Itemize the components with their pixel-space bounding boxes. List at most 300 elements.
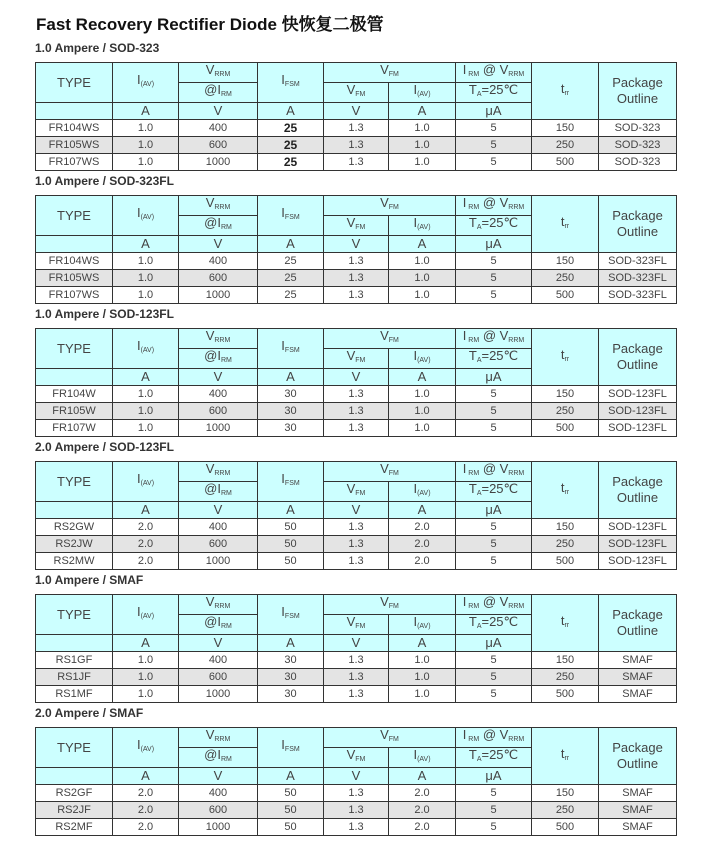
header-vrrm xyxy=(179,196,258,216)
header-vrrm xyxy=(179,728,258,748)
unit-cell: V xyxy=(179,635,258,652)
header-irm xyxy=(456,63,532,83)
table-cell: 1.0 xyxy=(113,386,179,403)
text: V xyxy=(205,727,215,742)
unit-cell: A xyxy=(113,236,179,253)
text: I xyxy=(281,72,285,87)
subscript: rr xyxy=(564,754,570,762)
table-cell: 1.3 xyxy=(324,519,389,536)
table-cell: 5 xyxy=(456,785,532,802)
header-type: TYPE xyxy=(36,462,113,502)
subscript: FSM xyxy=(284,480,300,487)
subscript: FM xyxy=(388,736,399,743)
subscript: A xyxy=(476,91,482,98)
subscript: FM xyxy=(388,603,399,610)
subscript: rr xyxy=(564,355,570,363)
subscript: FSM xyxy=(284,347,300,354)
table-cell: 25 xyxy=(258,270,324,287)
table-row xyxy=(36,403,677,420)
text: @ V xyxy=(479,461,509,476)
subscript: FM xyxy=(388,337,399,344)
header-vfm xyxy=(324,349,389,369)
table-cell: RS1JF xyxy=(36,669,113,686)
text: V xyxy=(346,481,356,496)
text: I xyxy=(462,195,467,210)
header-row xyxy=(36,329,677,349)
text: t xyxy=(560,213,565,229)
header-irm xyxy=(456,329,532,349)
table-cell: 5 xyxy=(456,686,532,703)
table-cell: 600 xyxy=(179,403,258,420)
table-cell: 400 xyxy=(179,253,258,270)
unit-cell: A xyxy=(113,369,179,386)
table-cell: FR105WS xyxy=(36,137,113,154)
table-cell: 5 xyxy=(456,253,532,270)
table-section xyxy=(35,41,676,171)
text: V xyxy=(380,328,389,343)
subscript: FM xyxy=(388,204,399,211)
table-cell: 2.0 xyxy=(389,536,456,553)
header-vrrm xyxy=(179,462,258,482)
header-vfm-group xyxy=(324,63,456,83)
text: I xyxy=(413,481,418,496)
table-cell: 2.0 xyxy=(389,819,456,836)
unit-cell: A xyxy=(389,635,456,652)
section-title: 1.0 Ampere / SOD-323 xyxy=(35,41,160,55)
header-iav xyxy=(113,329,179,369)
unit-cell: A xyxy=(113,103,179,120)
table-cell: 25 xyxy=(258,154,324,171)
header-at-irm xyxy=(179,748,258,768)
table-cell: 2.0 xyxy=(389,553,456,570)
subscript: FM xyxy=(355,623,366,630)
text: V xyxy=(205,328,215,343)
spec-table xyxy=(35,727,677,836)
header-type-blank xyxy=(36,369,113,386)
text: =25℃ xyxy=(481,747,519,762)
unit-cell: A xyxy=(113,502,179,519)
subscript: (AV) xyxy=(140,81,155,88)
table-cell: 2.0 xyxy=(113,519,179,536)
table-cell: 30 xyxy=(258,652,324,669)
text: t xyxy=(560,745,565,761)
subscript: A xyxy=(476,224,482,231)
unit-cell: V xyxy=(324,635,389,652)
header-ta xyxy=(456,615,532,635)
subscript: RM xyxy=(466,204,480,211)
text: I xyxy=(462,594,467,609)
text: t xyxy=(560,612,565,628)
spec-table xyxy=(35,594,677,703)
subscript: A xyxy=(476,490,482,497)
unit-cell: V xyxy=(324,502,389,519)
table-cell: 1.0 xyxy=(113,652,179,669)
table-cell: RS2MW xyxy=(36,553,113,570)
table-cell: FR105W xyxy=(36,403,113,420)
header-iav xyxy=(113,462,179,502)
table-cell: 250 xyxy=(532,669,599,686)
header-vfm-group xyxy=(324,329,456,349)
header-vfm xyxy=(324,482,389,502)
table-cell: 5 xyxy=(456,519,532,536)
subscript: RM xyxy=(466,71,480,78)
subscript: (AV) xyxy=(140,347,155,354)
table-cell: 1.0 xyxy=(389,652,456,669)
unit-cell: A xyxy=(258,768,324,785)
subscript: (AV) xyxy=(140,214,155,221)
header-vfm-iav xyxy=(389,216,456,236)
table-cell: 1.0 xyxy=(389,386,456,403)
header-vfm-group xyxy=(324,196,456,216)
table-row xyxy=(36,420,677,437)
header-ifsm xyxy=(258,329,324,369)
table-cell: 2.0 xyxy=(389,519,456,536)
subscript: RRM xyxy=(508,204,525,211)
table-cell: 30 xyxy=(258,686,324,703)
header-iav xyxy=(113,63,179,103)
unit-cell: μA xyxy=(456,635,532,652)
header-vfm-iav xyxy=(389,615,456,635)
subscript: FSM xyxy=(284,746,300,753)
table-cell: SOD-123FL xyxy=(599,519,677,536)
subscript: RRM xyxy=(214,736,231,743)
text: =25℃ xyxy=(481,82,519,97)
table-cell: 50 xyxy=(258,819,324,836)
table-cell: 1.0 xyxy=(389,686,456,703)
text: =25℃ xyxy=(481,614,519,629)
spec-table xyxy=(35,195,677,304)
text: I xyxy=(281,205,285,220)
table-cell: FR107WS xyxy=(36,287,113,304)
text: t xyxy=(560,80,565,96)
table-cell: 25 xyxy=(258,120,324,137)
header-irm xyxy=(456,728,532,748)
table-cell: 600 xyxy=(179,802,258,819)
subscript: FSM xyxy=(284,81,300,88)
subscript: (AV) xyxy=(140,480,155,487)
text: V xyxy=(205,195,215,210)
header-vfm-group xyxy=(324,462,456,482)
table-cell: 1.0 xyxy=(389,253,456,270)
unit-cell: A xyxy=(389,502,456,519)
text: I xyxy=(281,604,285,619)
subscript: RRM xyxy=(214,71,231,78)
table-cell: SMAF xyxy=(599,819,677,836)
table-cell: 2.0 xyxy=(113,553,179,570)
text: I xyxy=(136,471,141,486)
table-cell: 5 xyxy=(456,553,532,570)
table-cell: FR104W xyxy=(36,386,113,403)
text: I xyxy=(281,737,285,752)
table-cell: 25 xyxy=(258,137,324,154)
table-cell: 5 xyxy=(456,536,532,553)
table-cell: 1.0 xyxy=(389,420,456,437)
table-cell: 1000 xyxy=(179,686,258,703)
table-cell: 250 xyxy=(532,137,599,154)
table-cell: 5 xyxy=(456,420,532,437)
table-cell: 1.3 xyxy=(324,802,389,819)
table-section xyxy=(35,307,676,437)
text: @I xyxy=(204,481,221,496)
table-cell: FR105WS xyxy=(36,270,113,287)
page-title: Fast Recovery Rectifier Diode 快恢复二极管 xyxy=(36,15,384,34)
table-cell: FR104WS xyxy=(36,120,113,137)
table-cell: 600 xyxy=(179,669,258,686)
subscript: FM xyxy=(355,756,366,763)
header-vfm-iav xyxy=(389,349,456,369)
text: I xyxy=(462,328,467,343)
table-cell: 1.3 xyxy=(324,120,389,137)
table-cell: 5 xyxy=(456,287,532,304)
table-cell: 600 xyxy=(179,270,258,287)
text: T xyxy=(468,481,477,496)
text: V xyxy=(346,82,356,97)
table-cell: 1.3 xyxy=(324,652,389,669)
table-cell: FR107W xyxy=(36,420,113,437)
text: I xyxy=(462,62,467,77)
unit-cell: μA xyxy=(456,768,532,785)
header-trr xyxy=(532,462,599,519)
unit-cell: A xyxy=(113,635,179,652)
subscript: FM xyxy=(355,224,366,231)
table-row xyxy=(36,686,677,703)
header-vfm-iav xyxy=(389,83,456,103)
unit-cell: A xyxy=(389,103,456,120)
text: T xyxy=(468,82,477,97)
table-cell: 1.0 xyxy=(389,403,456,420)
table-cell: 30 xyxy=(258,669,324,686)
text: T xyxy=(468,747,477,762)
text: =25℃ xyxy=(481,348,519,363)
text: @ V xyxy=(479,328,509,343)
table-cell: 5 xyxy=(456,802,532,819)
header-vrrm xyxy=(179,329,258,349)
header-ifsm xyxy=(258,63,324,103)
table-cell: 1.3 xyxy=(324,270,389,287)
table-cell: 1.0 xyxy=(389,120,456,137)
unit-cell: V xyxy=(179,103,258,120)
unit-cell: μA xyxy=(456,369,532,386)
text: @I xyxy=(204,215,221,230)
subscript: RRM xyxy=(508,71,525,78)
header-package: Package Outline xyxy=(599,595,677,652)
header-row xyxy=(36,196,677,216)
header-row xyxy=(36,728,677,748)
table-cell: SOD-123FL xyxy=(599,420,677,437)
table-cell: 1.3 xyxy=(324,536,389,553)
table-row xyxy=(36,137,677,154)
table-cell: 25 xyxy=(258,253,324,270)
table-cell: 1.0 xyxy=(113,686,179,703)
text: t xyxy=(560,479,565,495)
header-ta xyxy=(456,216,532,236)
table-cell: 1.3 xyxy=(324,287,389,304)
text: V xyxy=(380,62,389,77)
header-trr xyxy=(532,595,599,652)
text: I xyxy=(413,747,418,762)
table-cell: 1.3 xyxy=(324,253,389,270)
table-cell: 30 xyxy=(258,420,324,437)
table-cell: SMAF xyxy=(599,669,677,686)
text: @I xyxy=(204,747,221,762)
subscript: RRM xyxy=(214,337,231,344)
table-section xyxy=(35,706,676,836)
text: T xyxy=(468,215,477,230)
header-type-blank xyxy=(36,103,113,120)
table-cell: 400 xyxy=(179,519,258,536)
unit-cell: V xyxy=(324,369,389,386)
subscript: RM xyxy=(466,470,480,477)
table-section xyxy=(35,440,676,570)
table-cell: 1.3 xyxy=(324,553,389,570)
subscript: rr xyxy=(564,621,570,629)
table-row xyxy=(36,785,677,802)
header-type: TYPE xyxy=(36,63,113,103)
subscript: FM xyxy=(355,357,366,364)
header-row xyxy=(36,462,677,482)
table-cell: 25 xyxy=(258,287,324,304)
table-cell: 1000 xyxy=(179,553,258,570)
header-type: TYPE xyxy=(36,595,113,635)
text: I xyxy=(136,338,141,353)
table-cell: 2.0 xyxy=(113,785,179,802)
text: V xyxy=(346,215,356,230)
header-vfm-group xyxy=(324,728,456,748)
table-cell: 150 xyxy=(532,386,599,403)
subscript: RRM xyxy=(214,470,231,477)
unit-cell: V xyxy=(324,103,389,120)
table-cell: 500 xyxy=(532,819,599,836)
header-vrrm xyxy=(179,63,258,83)
table-cell: SMAF xyxy=(599,802,677,819)
header-vfm xyxy=(324,216,389,236)
subscript: rr xyxy=(564,89,570,97)
subscript: RM xyxy=(466,603,480,610)
table-cell: RS1GF xyxy=(36,652,113,669)
table-cell: 2.0 xyxy=(389,785,456,802)
table-cell: 150 xyxy=(532,253,599,270)
table-cell: 5 xyxy=(456,403,532,420)
table-cell: SOD-323 xyxy=(599,154,677,171)
table-cell: 1.0 xyxy=(389,287,456,304)
header-ta xyxy=(456,83,532,103)
table-cell: RS2JF xyxy=(36,802,113,819)
header-vfm-group xyxy=(324,595,456,615)
subscript: RRM xyxy=(508,337,525,344)
text: I xyxy=(136,604,141,619)
section-title: 2.0 Ampere / SMAF xyxy=(35,706,144,720)
header-at-irm xyxy=(179,216,258,236)
text: T xyxy=(468,348,477,363)
text: =25℃ xyxy=(481,481,519,496)
header-package: Package Outline xyxy=(599,329,677,386)
header-type: TYPE xyxy=(36,329,113,369)
unit-cell: V xyxy=(179,236,258,253)
table-cell: 400 xyxy=(179,120,258,137)
subscript: (AV) xyxy=(140,613,155,620)
text: @ V xyxy=(479,727,509,742)
table-row xyxy=(36,253,677,270)
table-cell: 2.0 xyxy=(113,802,179,819)
header-trr xyxy=(532,728,599,785)
table-cell: SOD-323FL xyxy=(599,270,677,287)
subscript: A xyxy=(476,357,482,364)
text: @I xyxy=(204,82,221,97)
header-vrrm xyxy=(179,595,258,615)
table-cell: 1.0 xyxy=(389,669,456,686)
subscript: (AV) xyxy=(417,490,431,497)
table-cell: SOD-123FL xyxy=(599,403,677,420)
text: I xyxy=(413,82,418,97)
section-title: 1.0 Ampere / SMAF xyxy=(35,573,144,587)
table-cell: 150 xyxy=(532,785,599,802)
table-cell: FR104WS xyxy=(36,253,113,270)
table-cell: 1.0 xyxy=(113,420,179,437)
unit-cell: μA xyxy=(456,502,532,519)
table-cell: 1.0 xyxy=(389,270,456,287)
text: I xyxy=(462,461,467,476)
unit-cell: V xyxy=(324,768,389,785)
subscript: RRM xyxy=(214,204,231,211)
table-cell: 1.0 xyxy=(389,154,456,171)
table-cell: 1.3 xyxy=(324,137,389,154)
table-cell: 1.3 xyxy=(324,785,389,802)
header-irm xyxy=(456,196,532,216)
table-cell: 1.3 xyxy=(324,819,389,836)
subscript: RM xyxy=(466,736,480,743)
table-cell: SOD-123FL xyxy=(599,536,677,553)
text: V xyxy=(346,348,356,363)
table-cell: 1000 xyxy=(179,420,258,437)
header-ifsm xyxy=(258,728,324,768)
table-cell: 250 xyxy=(532,802,599,819)
table-cell: 1.0 xyxy=(113,270,179,287)
table-cell: 50 xyxy=(258,802,324,819)
header-vfm xyxy=(324,748,389,768)
header-ifsm xyxy=(258,196,324,236)
table-cell: 250 xyxy=(532,536,599,553)
header-at-irm xyxy=(179,482,258,502)
table-cell: SOD-123FL xyxy=(599,386,677,403)
subscript: (AV) xyxy=(417,623,431,630)
text: I xyxy=(413,614,418,629)
subscript: FSM xyxy=(284,214,300,221)
table-row xyxy=(36,553,677,570)
table-cell: SOD-323FL xyxy=(599,253,677,270)
header-trr xyxy=(532,196,599,253)
spec-table xyxy=(35,461,677,570)
table-row xyxy=(36,386,677,403)
unit-cell: A xyxy=(258,502,324,519)
text: V xyxy=(380,594,389,609)
table-row xyxy=(36,270,677,287)
unit-cell: V xyxy=(324,236,389,253)
table-cell: SOD-323 xyxy=(599,137,677,154)
table-cell: 50 xyxy=(258,519,324,536)
table-cell: 1.0 xyxy=(113,154,179,171)
text: V xyxy=(380,461,389,476)
table-cell: RS2GW xyxy=(36,519,113,536)
header-at-irm xyxy=(179,349,258,369)
table-cell: SMAF xyxy=(599,785,677,802)
table-cell: 5 xyxy=(456,270,532,287)
subscript: RRM xyxy=(508,603,525,610)
table-row xyxy=(36,802,677,819)
header-at-irm xyxy=(179,83,258,103)
header-iav xyxy=(113,728,179,768)
table-cell: RS2GF xyxy=(36,785,113,802)
unit-cell: A xyxy=(113,768,179,785)
